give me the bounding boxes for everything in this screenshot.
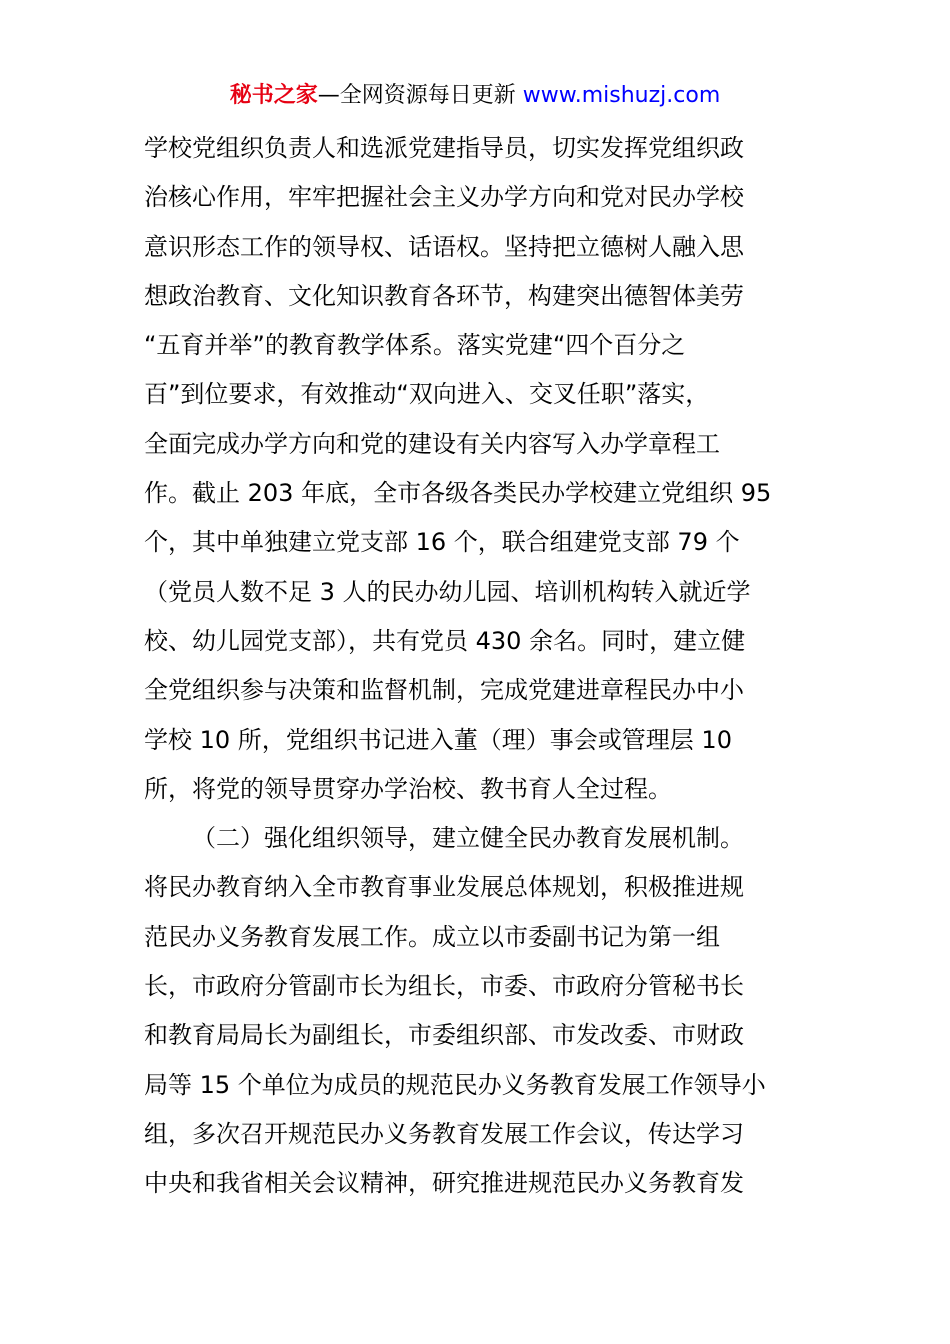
site-tagline: —全网资源每日更新 <box>317 83 523 108</box>
text-line: 百”到位要求，有效推动“双向进入、交叉任职”落实， <box>144 380 710 409</box>
document-body <box>144 124 816 1209</box>
text-line: （党员人数不足 3 人的民办幼儿园、培训机构转入就近学 <box>144 577 751 606</box>
text-line: 治核心作用，牢牢把握社会主义办学方向和党对民办学校 <box>144 183 744 212</box>
text-line: 个，其中单独建立党支部 16 个，联合组建党支部 79 个 <box>144 528 740 557</box>
text-line: 范民办义务教育发展工作。成立以市委副书记为第一组 <box>144 922 720 951</box>
site-url[interactable]: www.mishuzj.com <box>522 83 721 108</box>
text-line: 全党组织参与决策和监督机制，完成党建进章程民办中小 <box>144 676 744 705</box>
text-line: 中央和我省相关会议精神，研究推进规范民办义务教育发 <box>144 1169 744 1198</box>
text-line: 作。截止 203 年底，全市各级各类民办学校建立党组织 95 <box>144 479 772 508</box>
text-line: “五育并举”的教育教学体系。落实党建“四个百分之 <box>144 331 686 360</box>
text-line: 所，将党的领导贯穿办学治校、教书育人全过程。 <box>144 774 672 803</box>
text-line: 学校党组织负责人和选派党建指导员，切实发挥党组织政 <box>144 134 744 162</box>
text-line: 全面完成办学方向和党的建设有关内容写入办学章程工 <box>144 429 720 458</box>
text-line: 将民办教育纳入全市教育事业发展总体规划，积极推进规 <box>144 873 744 902</box>
section-heading: （二）强化组织领导，建立健全民办教育发展机制。 <box>192 824 744 853</box>
site-header <box>0 82 950 110</box>
text-line: 想政治教育、文化知识教育各环节，构建突出德智体美劳 <box>144 281 744 310</box>
text-line: 校、幼儿园党支部），共有党员 430 余名。同时，建立健 <box>144 626 746 655</box>
text-line: 组，多次召开规范民办义务教育发展工作会议，传达学习 <box>144 1119 744 1148</box>
text-line: 局等 15 个单位为成员的规范民办义务教育发展工作领导小 <box>144 1070 766 1099</box>
text-line: 和教育局局长为副组长，市委组织部、市发改委、市财政 <box>144 1021 744 1050</box>
site-brand: 秘书之家 <box>229 83 318 108</box>
text-line: 学校 10 所，党组织书记进入董（理）事会或管理层 10 <box>144 725 732 754</box>
text-line: 长，市政府分管副市长为组长，市委、市政府分管秘书长 <box>144 972 744 1001</box>
text-line: 意识形态工作的领导权、话语权。坚持把立德树人融入思 <box>144 232 744 261</box>
